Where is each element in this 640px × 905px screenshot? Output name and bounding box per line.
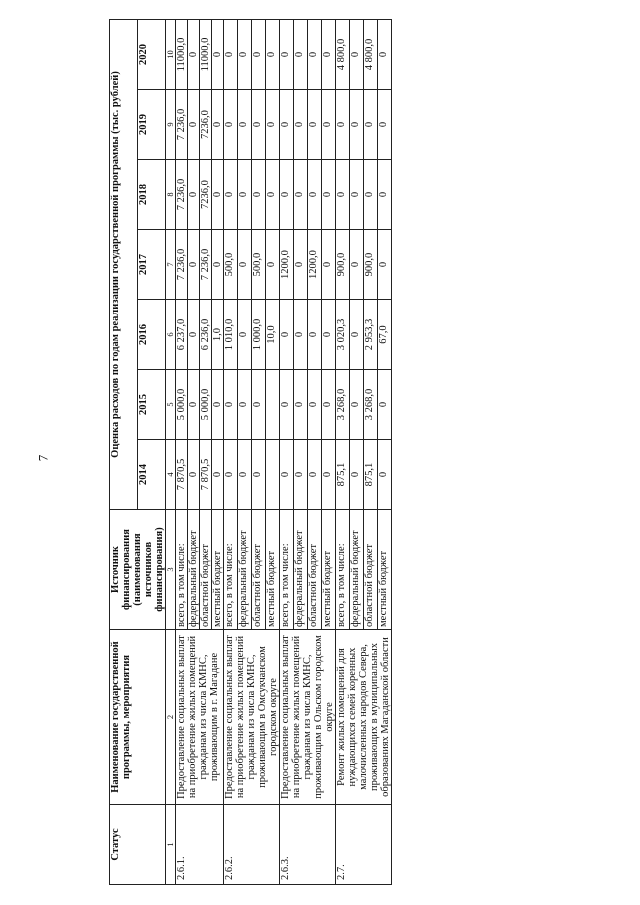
value-cell: 0 xyxy=(266,20,280,90)
funding-source: местный бюджет xyxy=(212,510,224,630)
value-cell: 0 xyxy=(252,90,266,160)
value-cell: 0 xyxy=(378,20,392,90)
year-header: 2015 xyxy=(138,370,166,440)
table-row xyxy=(224,20,238,885)
column-number: 9 xyxy=(166,90,176,160)
row-activity-name: Предоставление социальных выплат на приобретение жилых помещений гражданам из числа КМНС, проживающим в Ольском городском округе xyxy=(280,630,336,805)
value-cell: 0 xyxy=(266,160,280,230)
value-cell: 0 xyxy=(188,90,200,160)
year-header: 2016 xyxy=(138,300,166,370)
value-cell: 900,0 xyxy=(336,230,350,300)
funding-source: федеральный бюджет xyxy=(350,510,364,630)
value-cell: 0 xyxy=(308,20,322,90)
value-cell: 0 xyxy=(336,160,350,230)
value-cell: 3 268,0 xyxy=(364,370,378,440)
value-cell: 0 xyxy=(350,300,364,370)
value-cell: 4 800,0 xyxy=(336,20,350,90)
value-cell xyxy=(266,370,280,440)
value-cell: 0 xyxy=(364,160,378,230)
value-cell: 0 xyxy=(224,90,238,160)
value-cell: 1 000,0 xyxy=(252,300,266,370)
value-cell: 0 xyxy=(238,370,252,440)
table-body xyxy=(176,20,392,885)
value-cell: 0 xyxy=(294,160,308,230)
value-cell: 0 xyxy=(378,440,392,510)
value-cell: 0 xyxy=(212,370,224,440)
value-cell: 0 xyxy=(212,20,224,90)
value-cell: 0 xyxy=(238,230,252,300)
value-cell: 900,0 xyxy=(364,230,378,300)
funding-source: областной бюджет xyxy=(308,510,322,630)
value-cell: 7 236,0 xyxy=(176,90,188,160)
value-cell: 0 xyxy=(252,440,266,510)
funding-source: всего, в том числе: xyxy=(224,510,238,630)
value-cell: 0 xyxy=(350,440,364,510)
header-row xyxy=(110,20,138,885)
value-cell: 7 870,5 xyxy=(200,440,212,510)
value-cell: 0 xyxy=(294,20,308,90)
value-cell: 0 xyxy=(350,160,364,230)
value-cell: 0 xyxy=(188,230,200,300)
column-number: 3 xyxy=(166,510,176,630)
funding-source: местный бюджет xyxy=(378,510,392,630)
value-cell: 0 xyxy=(378,230,392,300)
value-cell: 0 xyxy=(350,230,364,300)
value-cell: 1,0 xyxy=(212,300,224,370)
value-cell: 875,1 xyxy=(336,440,350,510)
value-cell: 0 xyxy=(224,20,238,90)
value-cell: 0 xyxy=(322,440,336,510)
value-cell: 0 xyxy=(294,440,308,510)
column-number: 2 xyxy=(166,630,176,805)
funding-source: всего, в том числе: xyxy=(176,510,188,630)
value-cell: 0 xyxy=(238,20,252,90)
value-cell: 0 xyxy=(308,90,322,160)
value-cell: 0 xyxy=(308,300,322,370)
value-cell: 0 xyxy=(280,20,294,90)
header-name: Наименование государственной программы, мероприятия xyxy=(110,630,166,805)
financing-table xyxy=(109,19,392,885)
value-cell: 0 xyxy=(224,160,238,230)
value-cell: 6 236,0 xyxy=(200,300,212,370)
funding-source: областной бюджет xyxy=(200,510,212,630)
value-cell: 3 268,0 xyxy=(336,370,350,440)
value-cell: 0 xyxy=(212,230,224,300)
value-cell: 0 xyxy=(378,90,392,160)
value-cell: 0 xyxy=(280,370,294,440)
value-cell: 7 236,0 xyxy=(200,230,212,300)
value-cell: 0 xyxy=(294,230,308,300)
value-cell: 0 xyxy=(280,440,294,510)
value-cell: 875,1 xyxy=(364,440,378,510)
funding-source: местный бюджет xyxy=(266,510,280,630)
header-estimate: Оценка расходов по годам реализации государственной программы (тыс. рублей) xyxy=(110,20,138,510)
value-cell: 0 xyxy=(252,370,266,440)
value-cell: 0 xyxy=(188,370,200,440)
table-row xyxy=(280,20,294,885)
value-cell: 7 236,0 xyxy=(176,160,188,230)
value-cell: 0 xyxy=(280,90,294,160)
value-cell: 0 xyxy=(252,160,266,230)
value-cell: 0 xyxy=(350,20,364,90)
value-cell: 0 xyxy=(224,370,238,440)
funding-source: федеральный бюджет xyxy=(238,510,252,630)
funding-source: федеральный бюджет xyxy=(188,510,200,630)
value-cell: 0 xyxy=(322,20,336,90)
value-cell: 0 xyxy=(188,440,200,510)
value-cell: 7 870,5 xyxy=(176,440,188,510)
value-cell: 5 000,0 xyxy=(176,370,188,440)
value-cell: 0 xyxy=(212,440,224,510)
column-number-row xyxy=(166,20,176,885)
value-cell: 0 xyxy=(322,90,336,160)
value-cell: 0 xyxy=(308,440,322,510)
header-source: Источник финансирования (наименования источников финансирования) xyxy=(110,510,166,630)
year-header: 2020 xyxy=(138,20,166,90)
value-cell: 7236,0 xyxy=(200,160,212,230)
value-cell: 0 xyxy=(294,90,308,160)
year-header: 2018 xyxy=(138,160,166,230)
funding-source: всего, в том числе: xyxy=(336,510,350,630)
header-status: Статус xyxy=(110,805,166,885)
value-cell: 500,0 xyxy=(224,230,238,300)
row-activity-name: Предоставление социальных выплат на приобретение жилых помещений гражданам из числа КМНС, проживающим в Омсукчанском городском округе xyxy=(224,630,280,805)
funding-source: областной бюджет xyxy=(364,510,378,630)
value-cell: 0 xyxy=(378,370,392,440)
value-cell: 0 xyxy=(308,160,322,230)
value-cell: 1200,0 xyxy=(308,230,322,300)
column-number: 10 xyxy=(166,20,176,90)
value-cell: 0 xyxy=(336,90,350,160)
value-cell: 6 237,0 xyxy=(176,300,188,370)
value-cell: 0 xyxy=(322,230,336,300)
value-cell: 0 xyxy=(280,300,294,370)
value-cell: 0 xyxy=(322,370,336,440)
value-cell: 0 xyxy=(266,230,280,300)
funding-source: местный бюджет xyxy=(322,510,336,630)
value-cell: 11000,0 xyxy=(176,20,188,90)
value-cell: 0 xyxy=(212,160,224,230)
value-cell: 0 xyxy=(280,160,294,230)
value-cell: 11000,0 xyxy=(200,20,212,90)
value-cell: 0 xyxy=(364,90,378,160)
row-activity-name: Предоставление социальных выплат на приобретение жилых помещений гражданам из числа КМНС, проживающим в г. Магадане xyxy=(176,630,224,805)
value-cell: 0 xyxy=(238,440,252,510)
value-cell: 2 953,3 xyxy=(364,300,378,370)
row-status: 2.6.2. xyxy=(224,805,280,885)
value-cell: 0 xyxy=(188,300,200,370)
value-cell: 0 xyxy=(350,90,364,160)
year-header: 2019 xyxy=(138,90,166,160)
value-cell: 7236,0 xyxy=(200,90,212,160)
row-status: 2.6.1. xyxy=(176,805,224,885)
page-number: 7 xyxy=(35,454,51,462)
value-cell: 0 xyxy=(294,370,308,440)
value-cell: 0 xyxy=(224,440,238,510)
value-cell: 0 xyxy=(350,370,364,440)
column-number: 6 xyxy=(166,300,176,370)
value-cell: 0 xyxy=(322,300,336,370)
value-cell: 5 000,0 xyxy=(200,370,212,440)
funding-source: областной бюджет xyxy=(252,510,266,630)
value-cell: 7 236,0 xyxy=(176,230,188,300)
value-cell: 4 800,0 xyxy=(364,20,378,90)
row-status: 2.7. xyxy=(336,805,392,885)
row-activity-name: Ремонт жилых помещений для нуждающихся семей коренных малочисленных народов Севера, проживающих в муниципальных образованиях Магаданской области xyxy=(336,630,392,805)
value-cell: 0 xyxy=(252,20,266,90)
value-cell: 0 xyxy=(188,20,200,90)
value-cell: 0 xyxy=(238,90,252,160)
value-cell: 10,0 xyxy=(266,300,280,370)
value-cell: 0 xyxy=(188,160,200,230)
row-status: 2.6.3. xyxy=(280,805,336,885)
value-cell: 0 xyxy=(266,90,280,160)
value-cell: 0 xyxy=(212,90,224,160)
value-cell: 3 020,3 xyxy=(336,300,350,370)
rotated-page-content xyxy=(109,20,614,885)
funding-source: федеральный бюджет xyxy=(294,510,308,630)
table-row xyxy=(176,20,188,885)
value-cell: 1 010,0 xyxy=(224,300,238,370)
column-number: 4 xyxy=(166,440,176,510)
column-number: 7 xyxy=(166,230,176,300)
value-cell: 500,0 xyxy=(252,230,266,300)
column-number: 5 xyxy=(166,370,176,440)
value-cell xyxy=(266,440,280,510)
funding-source: всего, в том числе: xyxy=(280,510,294,630)
value-cell: 67,0 xyxy=(378,300,392,370)
value-cell: 0 xyxy=(378,160,392,230)
value-cell: 0 xyxy=(322,160,336,230)
value-cell: 0 xyxy=(238,300,252,370)
column-number: 1 xyxy=(166,805,176,885)
value-cell: 0 xyxy=(238,160,252,230)
value-cell: 1200,0 xyxy=(280,230,294,300)
column-number: 8 xyxy=(166,160,176,230)
table-row xyxy=(336,20,350,885)
value-cell: 0 xyxy=(294,300,308,370)
year-header: 2017 xyxy=(138,230,166,300)
year-header: 2014 xyxy=(138,440,166,510)
value-cell: 0 xyxy=(308,370,322,440)
